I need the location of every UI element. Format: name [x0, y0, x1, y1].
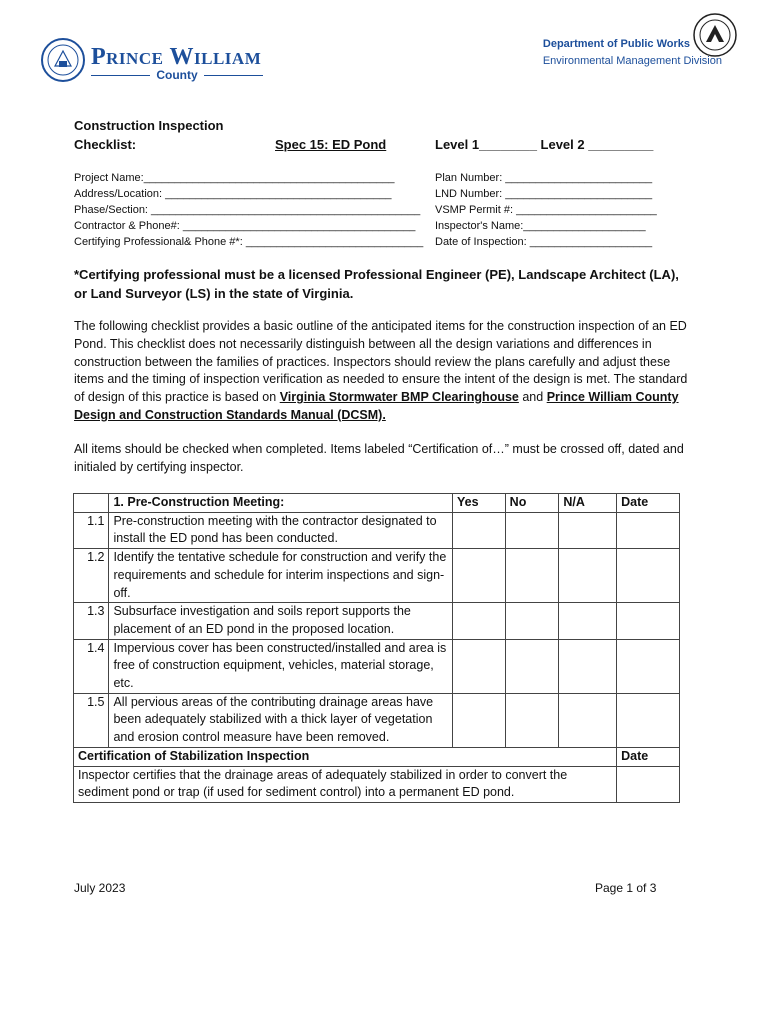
division-name: Environmental Management Division [542, 55, 722, 67]
date-cell[interactable] [617, 549, 680, 603]
county-subtitle [91, 68, 263, 82]
table-row [74, 639, 680, 693]
yes-check-cell[interactable] [452, 549, 505, 603]
lnd-number-field[interactable]: LND Number: ________________________ [435, 188, 653, 200]
na-check-cell[interactable] [559, 693, 617, 747]
page-number: Page 1 of 3 [595, 881, 657, 895]
row-text: Pre-construction meeting with the contractor designated to install the ED pond has been conducted. [109, 512, 453, 548]
county-sub-label: County [156, 68, 198, 82]
table-row [74, 549, 680, 603]
certification-date-label: Date [617, 747, 680, 766]
certifying-notice: *Certifying professional must be a licensed Professional Engineer (PE), Landscape Architect (LA), or Land Surveyor (LS) in the state of Virginia. [74, 267, 679, 301]
yes-check-cell[interactable] [452, 603, 505, 639]
header-num-cell [74, 494, 109, 513]
row-num: 1.5 [74, 693, 109, 747]
level-fields: Level 1________ Level 2 _________ [435, 137, 654, 152]
checklist-table [73, 493, 680, 803]
rule-right [204, 75, 263, 76]
na-check-cell[interactable] [559, 549, 617, 603]
row-text: All pervious areas of the contributing drainage areas have been adequately stabilized with a thick layer of vegetation and erosion control measure have been removed. [109, 693, 453, 747]
intro-and: and [518, 390, 547, 405]
row-text: Impervious cover has been constructed/installed and area is free of construction equipment, vehicles, material storage, etc. [109, 639, 453, 693]
table-row [74, 603, 680, 639]
spec-label: Spec 15: ED Pond [275, 137, 387, 152]
row-num: 1.1 [74, 512, 109, 548]
col-date: Date [617, 494, 680, 513]
col-no: No [505, 494, 559, 513]
no-check-cell[interactable] [505, 693, 559, 747]
doc-title-line2: Checklist: [74, 137, 137, 152]
certification-date-cell[interactable] [617, 766, 680, 802]
county-seal-logo [40, 37, 86, 83]
intro-text: The following checklist provides a basic outline of the anticipated items for the construction inspection of an ED Pond. This checklist does not necessarily distinguish between all the design variations and differences in construction between the families of practices. Inspectors should review the plans carefully and adjust these items and the timing of inspection verification as needed to ensure the intent of the design is met. The standard of design of this practice is based on [74, 319, 688, 405]
row-num: 1.2 [74, 549, 109, 603]
row-num: 1.4 [74, 639, 109, 693]
na-check-cell[interactable] [559, 639, 617, 693]
vsmp-permit-field[interactable]: VSMP Permit #: _______________________ [435, 204, 657, 216]
instructions-paragraph: All items should be checked when completed. Items labeled “Certification of…” must be crossed off, dated and initialed by certifying inspector. [74, 442, 684, 474]
project-name-field[interactable]: Project Name:_________________________________________ [74, 172, 395, 184]
date-cell[interactable] [617, 639, 680, 693]
intro-paragraph [74, 318, 694, 425]
plan-number-field[interactable]: Plan Number: ________________________ [435, 172, 653, 184]
row-text: Subsurface investigation and soils report supports the placement of an ED pond in the proposed location. [109, 603, 453, 639]
date-cell[interactable] [617, 603, 680, 639]
public-works-badge-logo [692, 12, 738, 58]
section-title: 1. Pre-Construction Meeting: [109, 494, 453, 513]
dcsm-link[interactable]: Prince William County Design and Construction Standards Manual (DCSM). [74, 390, 679, 422]
table-row [74, 512, 680, 548]
yes-check-cell[interactable] [452, 639, 505, 693]
rule-left [91, 75, 150, 76]
phase-section-field[interactable]: Phase/Section: ____________________________________________ [74, 204, 421, 216]
date-cell[interactable] [617, 693, 680, 747]
certification-row [74, 766, 680, 802]
no-check-cell[interactable] [505, 512, 559, 548]
yes-check-cell[interactable] [452, 693, 505, 747]
na-check-cell[interactable] [559, 512, 617, 548]
certification-title: Certification of Stabilization Inspection [74, 747, 617, 766]
yes-check-cell[interactable] [452, 512, 505, 548]
row-num: 1.3 [74, 603, 109, 639]
contractor-phone-field[interactable]: Contractor & Phone#: ______________________________________ [74, 220, 416, 232]
col-yes: Yes [452, 494, 505, 513]
table-row [74, 693, 680, 747]
no-check-cell[interactable] [505, 549, 559, 603]
na-check-cell[interactable] [559, 603, 617, 639]
address-field[interactable]: Address/Location: _____________________________________ [74, 188, 392, 200]
footer-date: July 2023 [74, 881, 126, 895]
doc-title-line1: Construction Inspection [74, 118, 224, 133]
bmp-clearinghouse-link[interactable]: Virginia Stormwater BMP Clearinghouse [279, 390, 519, 405]
no-check-cell[interactable] [505, 639, 559, 693]
inspector-name-field[interactable]: Inspector's Name:____________________ [435, 220, 646, 232]
date-cell[interactable] [617, 512, 680, 548]
col-na: N/A [559, 494, 617, 513]
inspection-date-field[interactable]: Date of Inspection: ____________________ [435, 236, 653, 248]
certification-header-row [74, 747, 680, 766]
row-text: Identify the tentative schedule for construction and verify the requirements and schedule for interim inspections and sign-off. [109, 549, 453, 603]
no-check-cell[interactable] [505, 603, 559, 639]
certification-text: Inspector certifies that the drainage areas of adequately stabilized in order to convert the sediment pond or trap (if used for sediment control) into a permanent ED pond. [74, 766, 617, 802]
county-name: Prince William [91, 44, 262, 70]
certifying-professional-field[interactable]: Certifying Professional& Phone #*: _____________________________ [74, 236, 424, 248]
department-name: Department of Public Works [542, 38, 690, 50]
table-header-row [74, 494, 680, 513]
